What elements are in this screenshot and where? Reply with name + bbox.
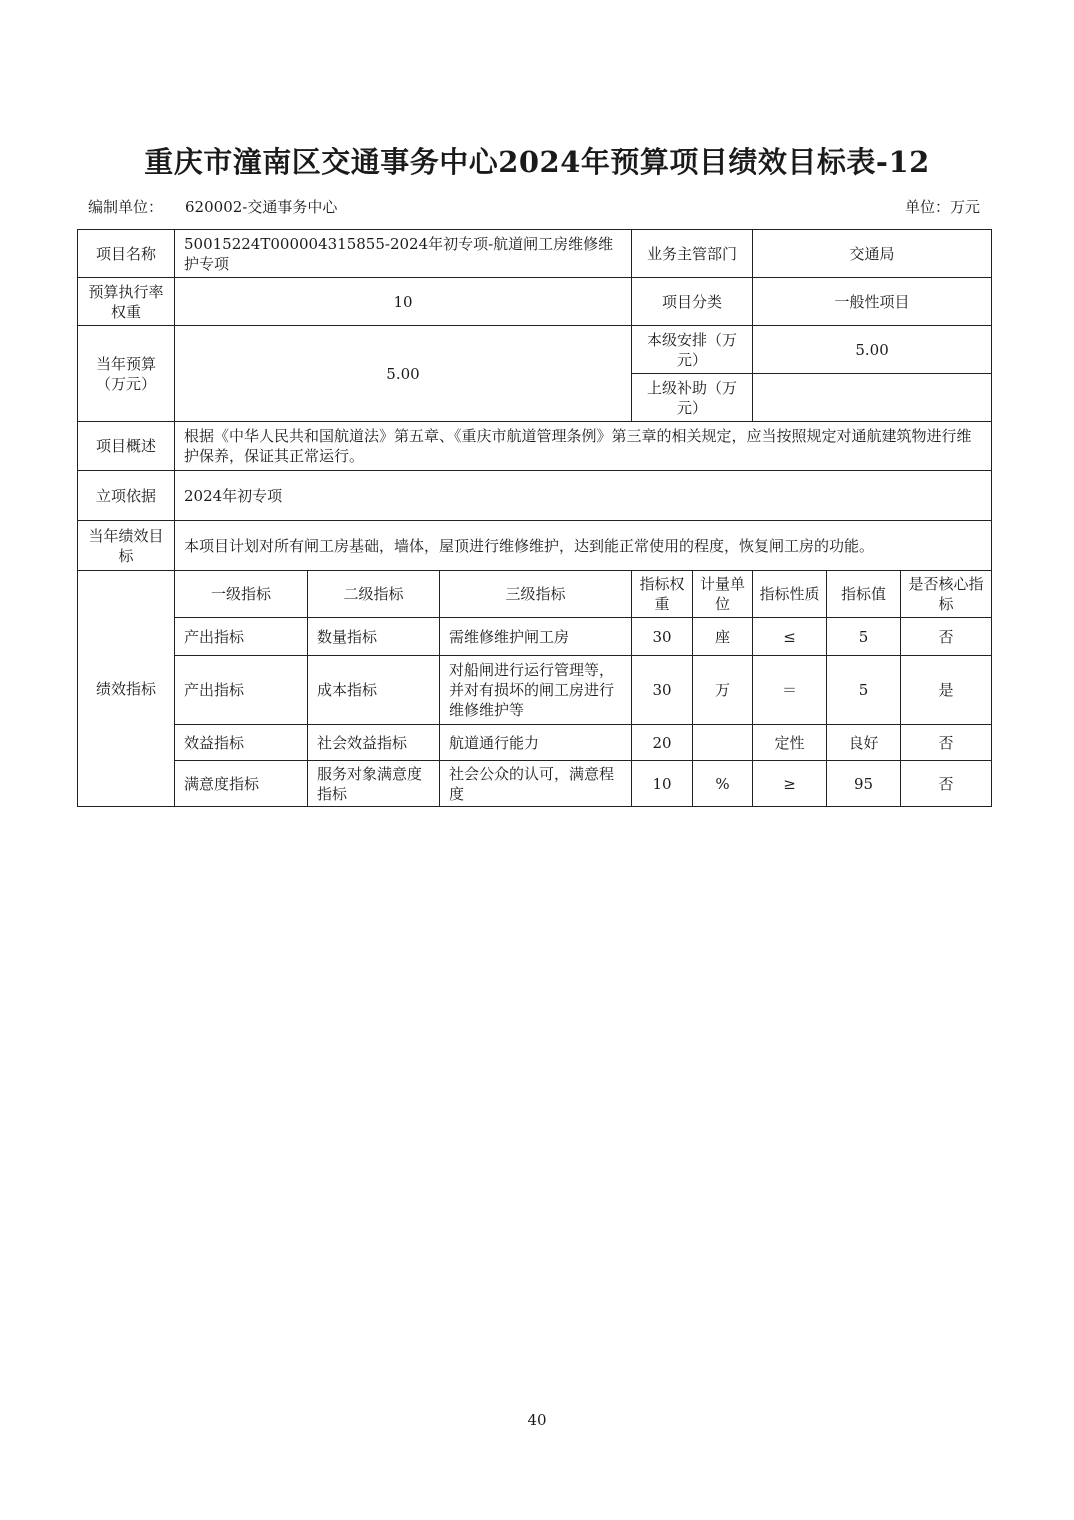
header-nature: 指标性质 [753, 571, 827, 618]
subsidy-value [753, 374, 992, 422]
header-level1: 一级指标 [175, 571, 308, 618]
local-label: 本级安排（万元） [632, 326, 753, 374]
level3-cell: 对船闸进行运行管理等，并对有损坏的闸工房进行维修维护等 [440, 656, 632, 725]
header-value: 指标值 [827, 571, 901, 618]
level3-cell: 社会公众的认可，满意程度 [440, 761, 632, 807]
subsidy-label: 上级补助（万元） [632, 374, 753, 422]
page-number: 40 [527, 1411, 547, 1429]
level3-cell: 需维修维护闸工房 [440, 618, 632, 656]
table-row [78, 725, 992, 761]
header-weight: 指标权重 [632, 571, 693, 618]
value-cell: 良好 [827, 725, 901, 761]
header-level3: 三级指标 [440, 571, 632, 618]
level1-cell: 产出指标 [175, 618, 308, 656]
weight-cell: 10 [632, 761, 693, 807]
category-value: 一般性项目 [753, 278, 992, 326]
header-unit: 计量单位 [693, 571, 753, 618]
org-line [88, 196, 337, 217]
level2-cell: 成本指标 [308, 656, 440, 725]
core-cell: 否 [901, 761, 992, 807]
page-title: 重庆市潼南区交通事务中心2024年预算项目绩效目标表-12 [144, 145, 930, 179]
nature-cell: ≥ [753, 761, 827, 807]
weight-cell: 30 [632, 618, 693, 656]
table-row [78, 656, 992, 725]
goal-label: 当年绩效目标 [78, 521, 175, 571]
basis-value: 2024年初专项 [175, 471, 992, 521]
core-cell: 否 [901, 618, 992, 656]
value-cell: 95 [827, 761, 901, 807]
budget-label: 当年预算（万元） [78, 326, 175, 422]
overview-label: 项目概述 [78, 422, 175, 471]
weight-value: 10 [175, 278, 632, 326]
table-row [78, 618, 992, 656]
category-label: 项目分类 [632, 278, 753, 326]
unit-label: 单位：万元 [904, 198, 980, 216]
weight-cell: 30 [632, 656, 693, 725]
unit-cell: 万 [693, 656, 753, 725]
unit-cell: % [693, 761, 753, 807]
nature-cell: 定性 [753, 725, 827, 761]
level1-cell: 效益指标 [175, 725, 308, 761]
table-row [78, 761, 992, 807]
level1-cell: 满意度指标 [175, 761, 308, 807]
performance-table [77, 229, 992, 807]
dept-label: 业务主管部门 [632, 230, 753, 278]
level1-cell: 产出指标 [175, 656, 308, 725]
indicators-section-label: 绩效指标 [78, 571, 175, 807]
nature-cell: ≤ [753, 618, 827, 656]
project-name-value: 50015224T000004315855-2024年初专项-航道闸工房维修维护专项 [175, 230, 632, 278]
value-cell: 5 [827, 656, 901, 725]
overview-value: 根据《中华人民共和国航道法》第五章、《重庆市航道管理条例》第三章的相关规定，应当按照规定对通航建筑物进行维护保养，保证其正常运行。 [175, 422, 992, 471]
core-cell: 否 [901, 725, 992, 761]
nature-cell: ＝ [753, 656, 827, 725]
weight-cell: 20 [632, 725, 693, 761]
level2-cell: 数量指标 [308, 618, 440, 656]
local-value: 5.00 [753, 326, 992, 374]
level2-cell: 服务对象满意度指标 [308, 761, 440, 807]
header-core: 是否核心指标 [901, 571, 992, 618]
core-cell: 是 [901, 656, 992, 725]
unit-cell: 座 [693, 618, 753, 656]
org-value: 620002-交通事务中心 [185, 198, 338, 216]
header-level2: 二级指标 [308, 571, 440, 618]
weight-label: 预算执行率权重 [78, 278, 175, 326]
basis-label: 立项依据 [78, 471, 175, 521]
value-cell: 5 [827, 618, 901, 656]
project-name-label: 项目名称 [78, 230, 175, 278]
budget-value: 5.00 [175, 326, 632, 422]
org-label: 编制单位： [88, 198, 164, 216]
dept-value: 交通局 [753, 230, 992, 278]
unit-cell [693, 725, 753, 761]
level3-cell: 航道通行能力 [440, 725, 632, 761]
goal-value: 本项目计划对所有闸工房基础，墙体，屋顶进行维修维护，达到能正常使用的程度，恢复闸工房的功能。 [175, 521, 992, 571]
level2-cell: 社会效益指标 [308, 725, 440, 761]
